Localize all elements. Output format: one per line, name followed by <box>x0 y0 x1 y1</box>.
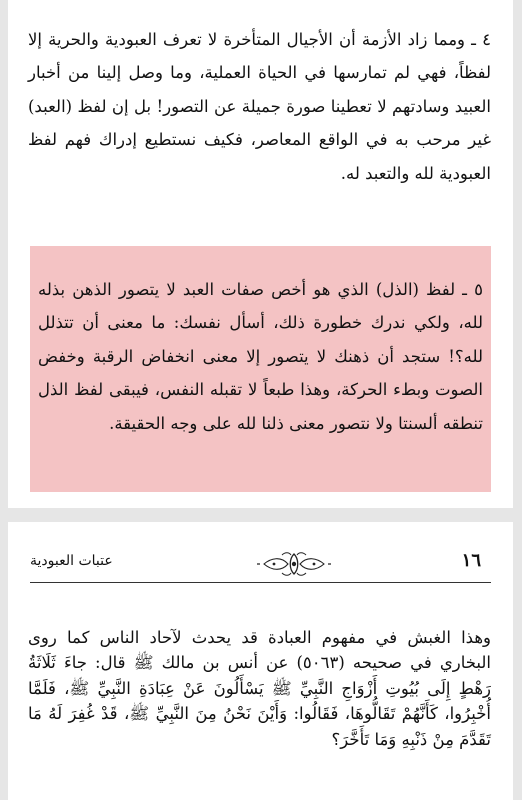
paragraph-hadith: وهذا الغبش في مفهوم العبادة قد يحدث لآحاد الناس كما روى البخاري في صحيحه (٥٠٦٣) عن أنس بن مالك ﷺ قال: جاءَ ثَلَاثَةُ رَهْطٍ إِلَى بُيُوتِ أَزْوَاجِ النَّبِيِّ ﷺ يَسْأَلُونَ عَنْ عِبَادَةِ النَّبِيِّ ﷺ، فَلَمَّا أُخْبِرُوا، كَأَنَّهُمْ تَقَالُّوهَا، فَقَالُوا: وَأَيْنَ نَحْنُ مِنَ النَّبِيِّ ﷺ، قَدْ غُفِرَ لَهُ مَا تَقَدَّمَ مِنْ ذَنْبِهِ وَمَا تَأَخَّرَ؟ <box>28 627 491 749</box>
top-page <box>8 0 513 508</box>
page-header <box>8 544 513 584</box>
header-divider <box>30 582 491 583</box>
paragraph-point-4: ٤ ـ ومما زاد الأزمة أن الأجيال المتأخرة لا تعرف العبودية والحرية إلا لفظاً، فهي لم تمارسها في الحياة العملية، وما وصل إلينا من أخبار العبيد وسادتهم لا تعطينا صورة جميلة عن التصور! بل إن لفظ (العبد) غير مرحب به في الواقع المعاصر، فكيف نستطيع إدراك فهم لفظ العبودية لله والتعبد له. <box>28 29 491 183</box>
paragraph-point-5-highlighted: ٥ ـ لفظ (الذل) الذي هو أخص صفات العبد لا يتصور الذهن بذله لله، ولكي ندرك خطورة ذلك، أسأل نفسك: ما معنى أن تتذلل لله؟! ستجد أن ذهنك لا يتصور إلا معنى انخفاض الرقبة وخفض الصوت وبطء الحركة، وهذا طبعاً لا تقبله النفس، فيبقى لفظ الذل تنطقه ألسنتا ولا نتصور معنى ذلنا لله على وجه الحقيقة. <box>38 279 483 433</box>
page-number: ١٦ <box>461 550 481 571</box>
floral-ornament-icon <box>256 550 332 578</box>
bottom-page <box>8 522 513 800</box>
book-title: عتبات العبودية <box>30 553 113 569</box>
